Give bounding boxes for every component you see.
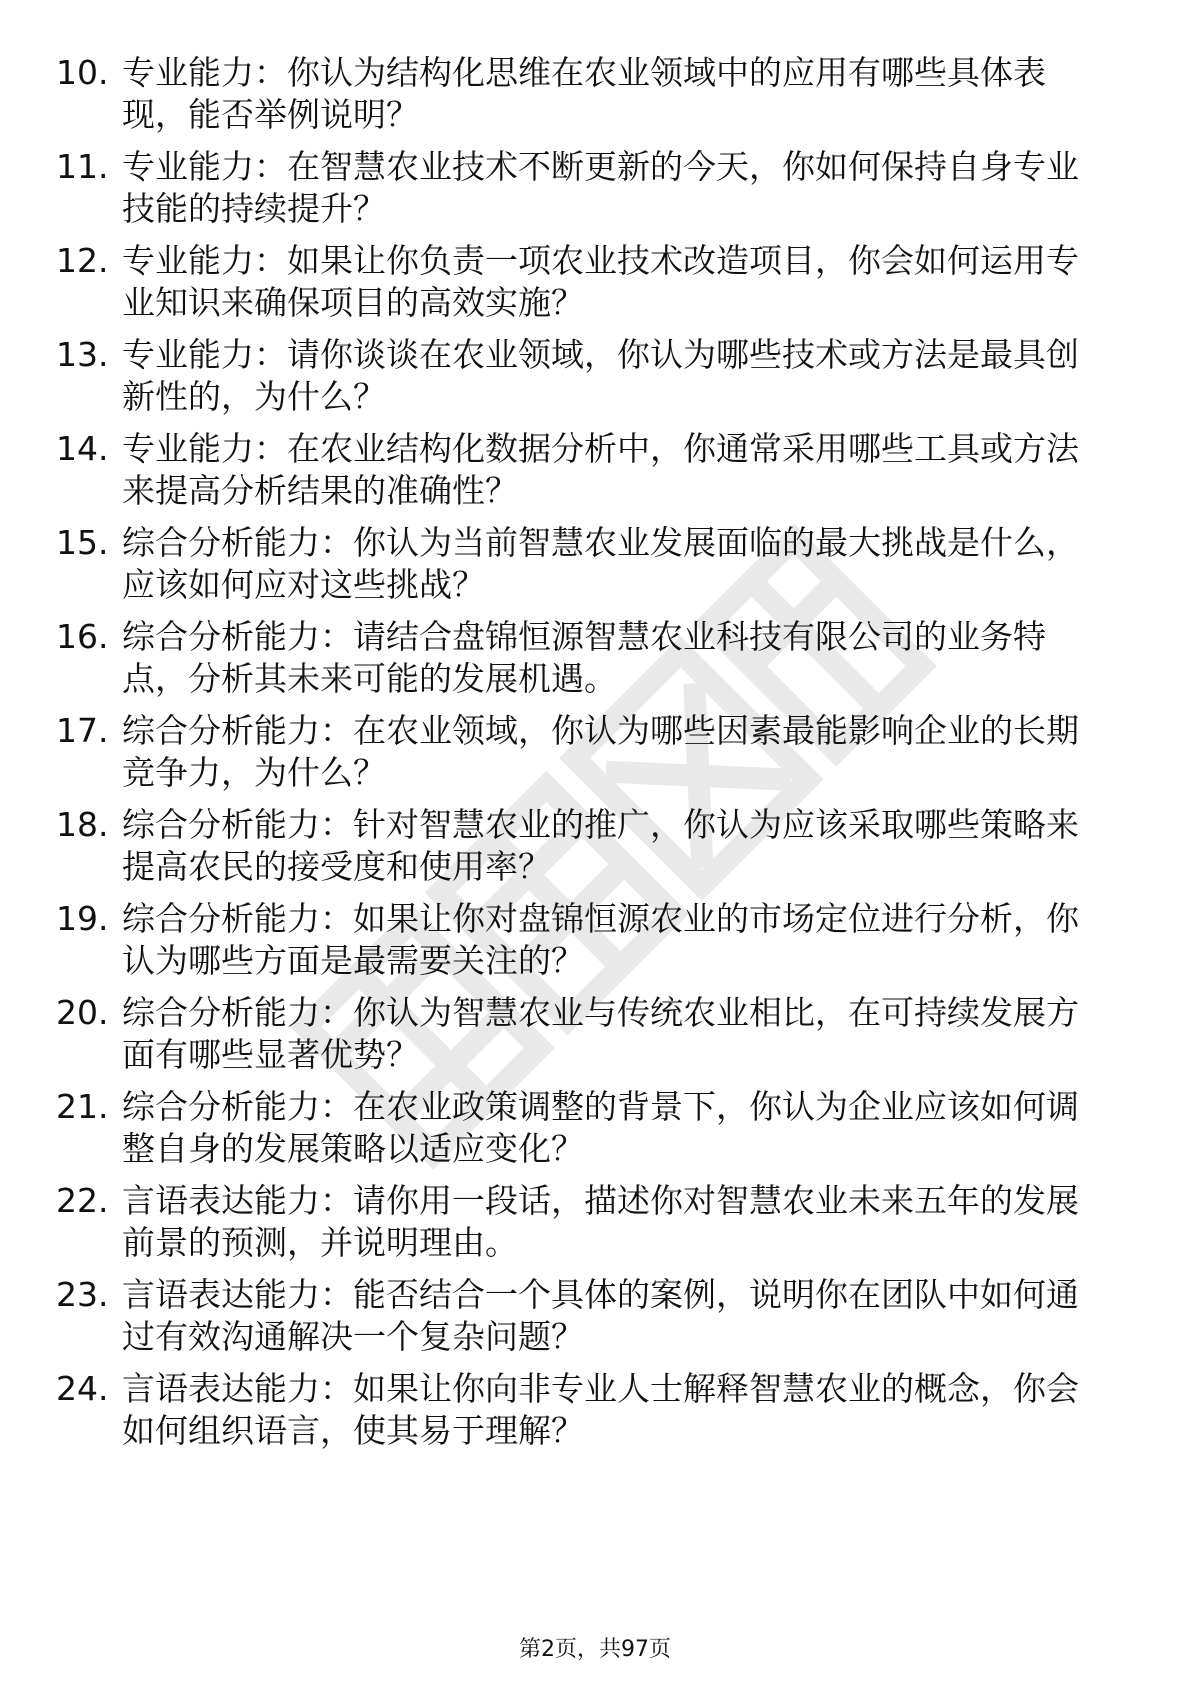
question-item [56, 240, 1106, 324]
question-number: 19. [56, 899, 109, 938]
question-number: 10. [56, 53, 109, 92]
question-text: 专业能力：你认为结构化思维在农业领域中的应用有哪些具体表现，能否举例说明？ [122, 53, 1046, 134]
question-text: 言语表达能力：如果让你向非专业人士解释智慧农业的概念，你会如何组织语言，使其易于理解？ [122, 1369, 1079, 1450]
question-number: 16. [56, 617, 109, 656]
question-item [56, 1180, 1106, 1264]
question-item [56, 428, 1106, 512]
question-number: 22. [56, 1181, 109, 1220]
question-text: 专业能力：请你谈谈在农业领域，你认为哪些技术或方法是最具创新性的，为什么？ [122, 335, 1079, 416]
question-item [56, 992, 1106, 1076]
question-item [56, 898, 1106, 982]
question-text: 言语表达能力：能否结合一个具体的案例，说明你在团队中如何通过有效沟通解决一个复杂问题？ [122, 1275, 1079, 1356]
question-text: 综合分析能力：针对智慧农业的推广，你认为应该采取哪些策略来提高农民的接受度和使用率？ [122, 805, 1079, 886]
question-item [56, 522, 1106, 606]
question-text: 专业能力：在农业结构化数据分析中，你通常采用哪些工具或方法来提高分析结果的准确性？ [122, 429, 1079, 510]
question-number: 21. [56, 1087, 109, 1126]
question-number: 18. [56, 805, 109, 844]
question-number: 11. [56, 147, 109, 186]
page-footer [0, 1632, 1190, 1663]
question-number: 13. [56, 335, 109, 374]
question-text: 综合分析能力：在农业领域，你认为哪些因素最能影响企业的长期竞争力，为什么？ [122, 711, 1079, 792]
question-item [56, 146, 1106, 230]
question-item [56, 52, 1106, 136]
question-number: 15. [56, 523, 109, 562]
question-text: 综合分析能力：请结合盘锦恒源智慧农业科技有限公司的业务特点，分析其未来可能的发展机遇。 [122, 617, 1046, 698]
question-item [56, 1274, 1106, 1358]
question-list [56, 52, 1106, 1462]
question-number: 14. [56, 429, 109, 468]
question-item [56, 710, 1106, 794]
question-text: 专业能力：在智慧农业技术不断更新的今天，你如何保持自身专业技能的持续提升？ [122, 147, 1079, 228]
page-number-label: 第2页，共97页 [519, 1637, 671, 1662]
question-item [56, 1086, 1106, 1170]
question-item [56, 1368, 1106, 1452]
question-number: 20. [56, 993, 109, 1032]
question-text: 综合分析能力：你认为智慧农业与传统农业相比，在可持续发展方面有哪些显著优势？ [122, 993, 1079, 1074]
question-number: 17. [56, 711, 109, 750]
question-number: 12. [56, 241, 109, 280]
question-text: 综合分析能力：你认为当前智慧农业发展面临的最大挑战是什么，应该如何应对这些挑战？ [122, 523, 1079, 604]
question-number: 23. [56, 1275, 109, 1314]
question-text: 综合分析能力：如果让你对盘锦恒源农业的市场定位进行分析，你认为哪些方面是最需要关注的？ [122, 899, 1079, 980]
question-item [56, 616, 1106, 700]
question-text: 专业能力：如果让你负责一项农业技术改造项目，你会如何运用专业知识来确保项目的高效实施？ [122, 241, 1079, 322]
question-text: 综合分析能力：在农业政策调整的背景下，你认为企业应该如何调整自身的发展策略以适应变化？ [122, 1087, 1079, 1168]
question-item [56, 334, 1106, 418]
question-item [56, 804, 1106, 888]
question-number: 24. [56, 1369, 109, 1408]
question-text: 言语表达能力：请你用一段话，描述你对智慧农业未来五年的发展前景的预测，并说明理由。 [122, 1181, 1079, 1262]
